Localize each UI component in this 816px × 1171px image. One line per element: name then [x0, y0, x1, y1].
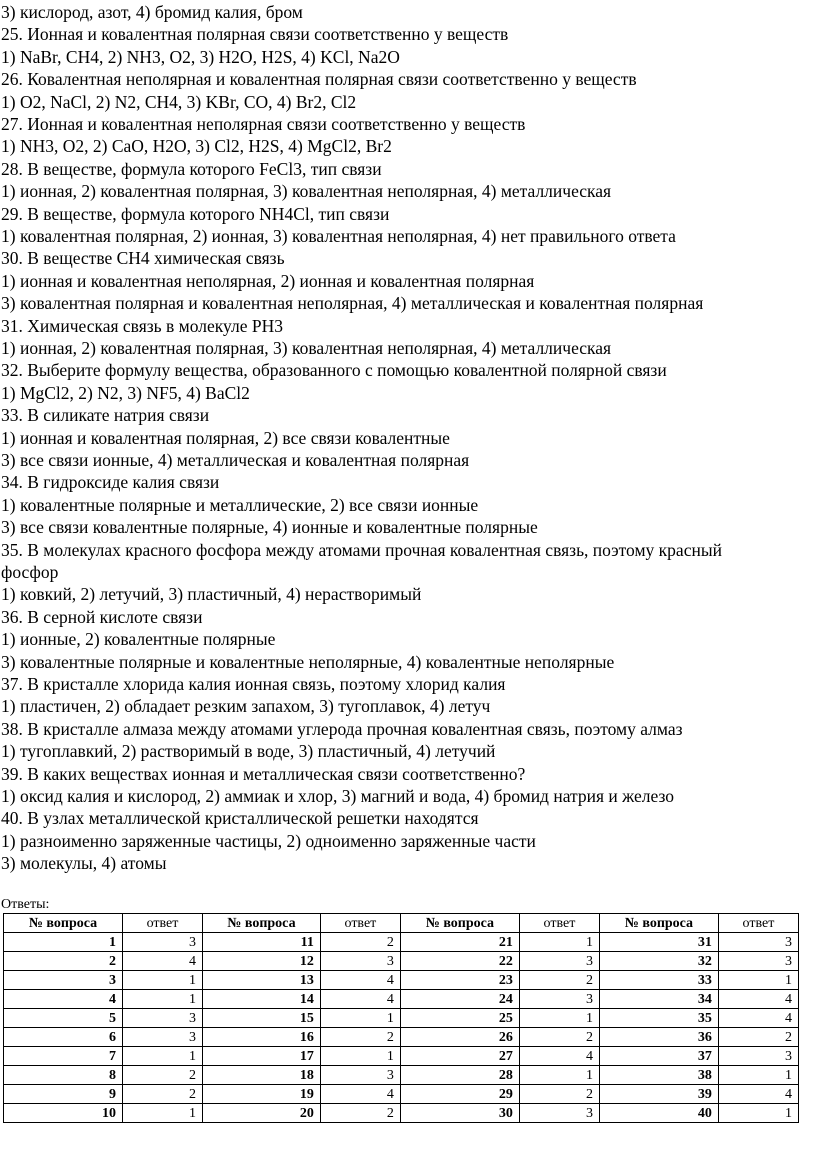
question-number-cell: 10	[4, 1104, 123, 1123]
answer-cell: 2	[122, 1066, 202, 1085]
question-number-cell: 21	[400, 933, 519, 952]
text-line: 1) тугоплавкий, 2) растворимый в воде, 3) пластичный, 4) летучий	[1, 741, 496, 762]
question-number-cell: 36	[599, 1028, 718, 1047]
answer-cell: 4	[718, 1085, 798, 1104]
text-line: 28. В веществе, формула которого FeCl3, тип связи	[1, 158, 382, 179]
answer-cell: 1	[519, 933, 599, 952]
answer-cell: 4	[320, 1085, 400, 1104]
text-line: 1) разноименно заряженные частицы, 2) одноименно заряженные части	[1, 830, 536, 851]
text-line: 1) пластичен, 2) обладает резким запахом, 3) тугоплавок, 4) летуч	[1, 696, 491, 717]
text-line: 25. Ионная и ковалентная полярная связи соответственно у веществ	[1, 24, 509, 45]
table-row	[4, 1047, 799, 1066]
text-line: 1) O2, NaCl, 2) N2, CH4, 3) KBr, CO, 4) Br2, Cl2	[1, 91, 357, 112]
question-number-cell: 39	[599, 1085, 718, 1104]
text-line: 1) ионная и ковалентная неполярная, 2) ионная и ковалентная полярная	[1, 270, 535, 291]
text-line: 3) молекулы, 4) атомы	[1, 853, 167, 874]
table-row	[4, 952, 799, 971]
question-number-cell: 28	[400, 1066, 519, 1085]
question-number-cell: 27	[400, 1047, 519, 1066]
question-number-cell: 30	[400, 1104, 519, 1123]
text-line: 1) NaBr, CH4, 2) NH3, O2, 3) H2O, H2S, 4) KCl, Na2O	[1, 46, 400, 67]
answer-cell: 4	[122, 952, 202, 971]
header-question-number: № вопроса	[203, 914, 321, 933]
text-line: 1) ионная, 2) ковалентная полярная, 3) ковалентная неполярная, 4) металлическая	[1, 338, 612, 358]
text-line: 1) ионные, 2) ковалентные полярные	[1, 629, 276, 650]
header-question-number: № вопроса	[4, 914, 123, 933]
text-line: 26. Ковалентная неполярная и ковалентная полярная связи соответственно у веществ	[1, 69, 637, 90]
question-number-cell: 19	[203, 1085, 321, 1104]
text-line: 1) ионная, 2) ковалентная полярная, 3) ковалентная неполярная, 4) металлическая	[1, 181, 612, 202]
text-line: 3) все связи ковалентные полярные, 4) ионные и ковалентные полярные	[1, 517, 538, 538]
question-number-cell: 25	[400, 1009, 519, 1028]
answer-cell: 4	[519, 1047, 599, 1066]
text-line: фосфор	[1, 562, 59, 582]
question-number-cell: 14	[203, 990, 321, 1009]
answer-cell: 3	[122, 1009, 202, 1028]
question-number-cell: 9	[4, 1085, 123, 1104]
text-line: 1) ковалентные полярные и металлические, 2) все связи ионные	[1, 494, 479, 515]
question-number-cell: 8	[4, 1066, 123, 1085]
table-row	[4, 971, 799, 990]
answer-cell: 2	[519, 1028, 599, 1047]
question-number-cell: 2	[4, 952, 123, 971]
answer-cell: 1	[122, 1047, 202, 1066]
text-line: 27. Ионная и ковалентная неполярная связи соответственно у веществ	[1, 114, 526, 134]
answer-cell: 3	[320, 952, 400, 971]
header-answer: ответ	[718, 914, 798, 933]
question-number-cell: 20	[203, 1104, 321, 1123]
answer-cell: 2	[320, 1028, 400, 1047]
text-line: 35. В молекулах красного фосфора между атомами прочная ковалентная связь, поэтому красный	[1, 539, 722, 560]
text-line: 3) все связи ионные, 4) металлическая и ковалентная полярная	[1, 450, 470, 470]
question-number-cell: 12	[203, 952, 321, 971]
answer-cell: 2	[320, 933, 400, 952]
answer-cell: 3	[519, 990, 599, 1009]
text-line: 1) ионная и ковалентная полярная, 2) все связи ковалентные	[1, 427, 450, 448]
question-number-cell: 13	[203, 971, 321, 990]
answer-cell: 2	[122, 1085, 202, 1104]
question-number-cell: 5	[4, 1009, 123, 1028]
header-question-number: № вопроса	[400, 914, 519, 933]
answer-cell: 1	[718, 1104, 798, 1123]
text-line: 37. В кристалле хлорида калия ионная связь, поэтому хлорид калия	[1, 674, 506, 694]
question-number-cell: 23	[400, 971, 519, 990]
question-number-cell: 33	[599, 971, 718, 990]
table-row	[4, 1009, 799, 1028]
answer-cell: 1	[320, 1047, 400, 1066]
answer-cell: 4	[320, 990, 400, 1009]
question-number-cell: 40	[599, 1104, 718, 1123]
answer-cell: 4	[320, 971, 400, 990]
answer-cell: 4	[718, 990, 798, 1009]
text-line: 1) NH3, O2, 2) CaO, H2O, 3) Cl2, H2S, 4) MgCl2, Br2	[1, 136, 392, 157]
text-line: 39. В каких веществах ионная и металлическая связи соответственно?	[1, 763, 526, 784]
table-row	[4, 1104, 799, 1123]
answer-cell: 1	[320, 1009, 400, 1028]
answer-cell: 3	[519, 1104, 599, 1123]
answers-label: Ответы:	[1, 897, 50, 912]
text-line: 31. Химическая связь в молекуле PH3	[1, 315, 283, 336]
header-answer: ответ	[122, 914, 202, 933]
text-line: 3) ковалентные полярные и ковалентные неполярные, 4) ковалентные неполярные	[1, 651, 615, 672]
text-line: 1) оксид калия и кислород, 2) аммиак и хлор, 3) магний и вода, 4) бромид натрия и железо	[1, 786, 675, 806]
header-answer: ответ	[320, 914, 400, 933]
answer-cell: 1	[718, 1066, 798, 1085]
answer-cell: 1	[122, 971, 202, 990]
answer-cell: 1	[122, 990, 202, 1009]
answer-cell: 3	[122, 933, 202, 952]
answer-cell: 3	[718, 933, 798, 952]
text-line: 38. В кристалле алмаза между атомами углерода прочная ковалентная связь, поэтому алмаз	[1, 718, 683, 739]
answers-header-row	[4, 914, 799, 933]
question-number-cell: 11	[203, 933, 321, 952]
answer-cell: 2	[320, 1104, 400, 1123]
text-line: 1) ковалентная полярная, 2) ионная, 3) ковалентная неполярная, 4) нет правильного ответа	[1, 226, 676, 246]
question-number-cell: 35	[599, 1009, 718, 1028]
question-number-cell: 3	[4, 971, 123, 990]
question-number-cell: 24	[400, 990, 519, 1009]
table-row	[4, 1066, 799, 1085]
text-line: 33. В силикате натрия связи	[1, 405, 210, 426]
question-number-cell: 37	[599, 1047, 718, 1066]
question-number-cell: 16	[203, 1028, 321, 1047]
question-number-cell: 15	[203, 1009, 321, 1028]
text-line: 34. В гидроксиде калия связи	[1, 472, 220, 493]
text-line: 40. В узлах металлической кристаллической решетки находятся	[1, 808, 479, 829]
answer-cell: 3	[718, 952, 798, 971]
answer-cell: 3	[519, 952, 599, 971]
answer-cell: 1	[122, 1104, 202, 1123]
answer-cell: 3	[718, 1047, 798, 1066]
question-number-cell: 29	[400, 1085, 519, 1104]
question-number-cell: 32	[599, 952, 718, 971]
answer-cell: 4	[718, 1009, 798, 1028]
header-question-number: № вопроса	[599, 914, 718, 933]
answer-cell: 3	[320, 1066, 400, 1085]
text-line: 3) кислород, азот, 4) бромид калия, бром	[1, 2, 303, 22]
table-row	[4, 933, 799, 952]
text-line: 3) ковалентная полярная и ковалентная неполярная, 4) металлическая и ковалентная полярная	[1, 293, 704, 314]
answer-cell: 3	[122, 1028, 202, 1047]
answer-cell: 2	[718, 1028, 798, 1047]
table-row	[4, 1085, 799, 1104]
question-number-cell: 6	[4, 1028, 123, 1047]
answer-cell: 1	[519, 1009, 599, 1028]
question-number-cell: 38	[599, 1066, 718, 1085]
question-number-cell: 4	[4, 990, 123, 1009]
text-line: 1) MgCl2, 2) N2, 3) NF5, 4) BaCl2	[1, 382, 250, 403]
question-number-cell: 22	[400, 952, 519, 971]
text-line: 29. В веществе, формула которого NH4Cl, тип связи	[1, 203, 390, 224]
answer-cell: 1	[519, 1066, 599, 1085]
table-row	[4, 990, 799, 1009]
question-number-cell: 26	[400, 1028, 519, 1047]
header-answer: ответ	[519, 914, 599, 933]
answer-cell: 2	[519, 971, 599, 990]
answers-table	[3, 913, 799, 1123]
text-line: 32. Выберите формулу вещества, образованного с помощью ковалентной полярной связи	[1, 360, 667, 381]
question-number-cell: 1	[4, 933, 123, 952]
question-number-cell: 7	[4, 1047, 123, 1066]
question-number-cell: 31	[599, 933, 718, 952]
table-row	[4, 1028, 799, 1047]
question-number-cell: 17	[203, 1047, 321, 1066]
answer-cell: 1	[718, 971, 798, 990]
text-line: 30. В веществе CH4 химическая связь	[1, 248, 285, 269]
question-number-cell: 18	[203, 1066, 321, 1085]
question-number-cell: 34	[599, 990, 718, 1009]
answer-cell: 2	[519, 1085, 599, 1104]
text-line: 36. В серной кислоте связи	[1, 606, 203, 627]
text-line: 1) ковкий, 2) летучий, 3) пластичный, 4) нерастворимый	[1, 584, 422, 605]
